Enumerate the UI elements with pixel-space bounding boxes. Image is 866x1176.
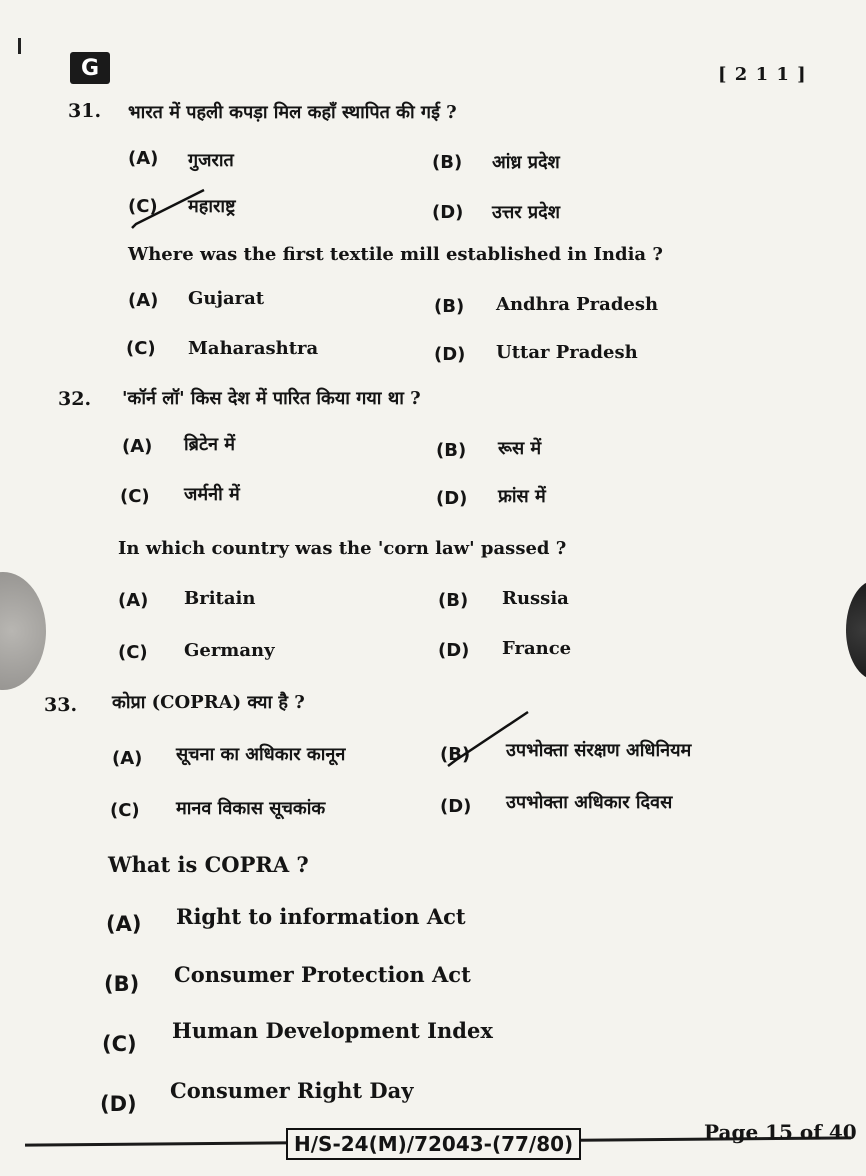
question-31-english: Where was the first textile mill established in India ?	[128, 244, 663, 265]
q33-en-option-b-letter: (B)	[104, 972, 140, 996]
q31-en-option-b: Andhra Pradesh	[496, 294, 659, 315]
footer-paper-code: H/S-24(M)/72043-(77/80)	[286, 1128, 581, 1160]
q31-en-option-c-letter: (C)	[126, 338, 156, 359]
q31-en-option-a: Gujarat	[188, 288, 265, 309]
q32-hi-option-b: रूस में	[498, 438, 542, 459]
q32-hi-option-b-letter: (B)	[436, 440, 467, 461]
q33-en-option-c-letter: (C)	[102, 1032, 137, 1056]
q33-en-option-a: Right to information Act	[176, 904, 466, 929]
q31-en-option-d: Uttar Pradesh	[496, 342, 638, 363]
q31-hi-option-d: उत्तर प्रदेश	[492, 202, 560, 223]
q31-en-option-b-letter: (B)	[434, 296, 465, 317]
q31-hi-option-a: गुजरात	[188, 150, 234, 171]
q33-hi-option-c-letter: (C)	[110, 800, 140, 821]
question-33-english: What is COPRA ?	[108, 852, 309, 877]
tick-mark-q31	[130, 188, 210, 232]
q32-hi-option-d-letter: (D)	[436, 488, 468, 509]
q31-en-option-c: Maharashtra	[188, 338, 319, 359]
q33-hi-option-a: सूचना का अधिकार कानून	[176, 744, 346, 765]
q31-hi-option-a-letter: (A)	[128, 148, 159, 169]
q32-hi-option-a: ब्रिटेन में	[184, 434, 236, 455]
q33-hi-option-c: मानव विकास सूचकांक	[176, 798, 326, 819]
q33-hi-option-a-letter: (A)	[112, 748, 143, 769]
question-32-number: 32.	[58, 388, 92, 410]
q32-en-option-d-letter: (D)	[438, 640, 470, 661]
tick-mark-q33	[444, 710, 534, 770]
q33-hi-option-b-letter: (B)	[440, 744, 471, 765]
q31-en-option-d-letter: (D)	[434, 344, 466, 365]
set-badge: G	[70, 52, 110, 84]
question-31-hindi: भारत में पहली कपड़ा मिल कहाँ स्थापित की गई ?	[128, 102, 457, 123]
paper-code: [ 2 1 1 ]	[718, 64, 807, 85]
q32-en-option-b: Russia	[502, 588, 569, 609]
q33-hi-option-d: उपभोक्ता अधिकार दिवस	[506, 792, 673, 813]
page-number: Page 15 of 40	[704, 1120, 857, 1144]
q32-en-option-a: Britain	[184, 588, 256, 609]
q31-hi-option-b-letter: (B)	[432, 152, 463, 173]
q33-en-option-c: Human Development Index	[172, 1018, 493, 1043]
q32-hi-option-d: फ्रांस में	[498, 486, 546, 507]
q32-en-option-d: France	[502, 638, 572, 659]
q31-hi-option-c-letter: (C)	[128, 196, 158, 217]
question-32-english: In which country was the 'corn law' passed ?	[118, 538, 567, 559]
q31-hi-option-d-letter: (D)	[432, 202, 464, 223]
q32-en-option-b-letter: (B)	[438, 590, 469, 611]
punch-hole-right	[846, 580, 866, 680]
question-31-number: 31.	[68, 100, 102, 122]
q33-hi-option-d-letter: (D)	[440, 796, 472, 817]
q32-en-option-a-letter: (A)	[118, 590, 149, 611]
q31-en-option-a-letter: (A)	[128, 290, 159, 311]
q32-en-option-c: Germany	[184, 640, 275, 661]
q32-hi-option-c-letter: (C)	[120, 486, 150, 507]
q32-hi-option-a-letter: (A)	[122, 436, 153, 457]
question-32-hindi: 'कॉर्न लॉ' किस देश में पारित किया गया था ?	[122, 388, 421, 409]
q31-hi-option-b: आंध्र प्रदेश	[492, 152, 560, 173]
q31-hi-option-c: महाराष्ट्र	[188, 196, 236, 217]
q32-en-option-c-letter: (C)	[118, 642, 148, 663]
margin-mark	[18, 38, 21, 54]
q33-en-option-d: Consumer Right Day	[170, 1078, 414, 1103]
q33-en-option-d-letter: (D)	[100, 1092, 137, 1116]
q33-en-option-b: Consumer Protection Act	[174, 962, 471, 987]
q32-hi-option-c: जर्मनी में	[184, 484, 240, 505]
q33-hi-option-b: उपभोक्ता संरक्षण अधिनियम	[506, 740, 692, 761]
question-33-number: 33.	[44, 694, 78, 716]
punch-hole-left	[0, 572, 46, 690]
question-33-hindi: कोप्रा (COPRA) क्या है ?	[112, 692, 305, 713]
q33-en-option-a-letter: (A)	[106, 912, 142, 936]
